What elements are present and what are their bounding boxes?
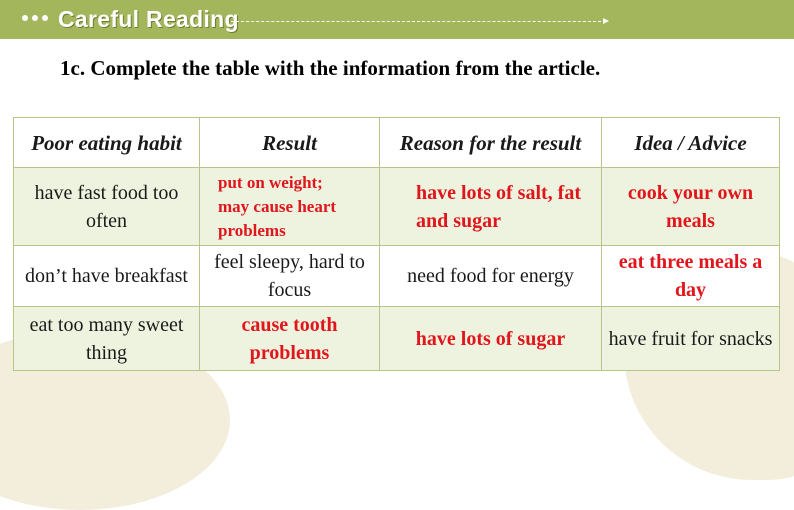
table-row	[14, 246, 780, 307]
cell-reason	[380, 168, 602, 246]
cell-advice	[602, 168, 780, 246]
answer-text: may cause heart problems	[218, 196, 337, 240]
answer-text: cause tooth problems	[241, 313, 338, 364]
column-header-advice: Idea / Advice	[602, 118, 780, 168]
dots-icon	[22, 15, 48, 21]
cell-advice: have fruit for snacks	[602, 307, 780, 371]
section-title: Careful Reading	[58, 6, 239, 32]
arrow-right-icon	[603, 18, 609, 24]
cell-habit: have fast food too often	[14, 168, 200, 246]
answer-text: cook your own meals	[627, 181, 754, 232]
table-row	[14, 307, 780, 371]
answer-text: put on weight;	[218, 172, 323, 192]
cell-result: feel sleepy, hard to focus	[200, 246, 380, 307]
instruction-text: 1c. Complete the table with the information from the article.	[60, 56, 601, 80]
cell-advice	[602, 246, 780, 307]
answer-text: have lots of salt, fat and sugar	[416, 181, 581, 232]
column-header-habit: Poor eating habit	[14, 118, 200, 168]
header-dashed-rule	[226, 21, 606, 22]
cell-habit: eat too many sweet thing	[14, 307, 200, 371]
column-header-result: Result	[200, 118, 380, 168]
answer-text: eat three meals a day	[618, 251, 763, 301]
cell-reason	[380, 307, 602, 371]
section-header	[0, 0, 794, 39]
cell-result	[200, 168, 380, 246]
cell-reason: need food for energy	[380, 246, 602, 307]
table-header-row	[14, 118, 780, 168]
column-header-reason: Reason for the result	[380, 118, 602, 168]
cell-habit: don’t have breakfast	[14, 246, 200, 307]
habits-table	[13, 117, 780, 371]
cell-result	[200, 307, 380, 371]
answer-text: have lots of sugar	[415, 327, 566, 350]
table-row	[14, 168, 780, 246]
